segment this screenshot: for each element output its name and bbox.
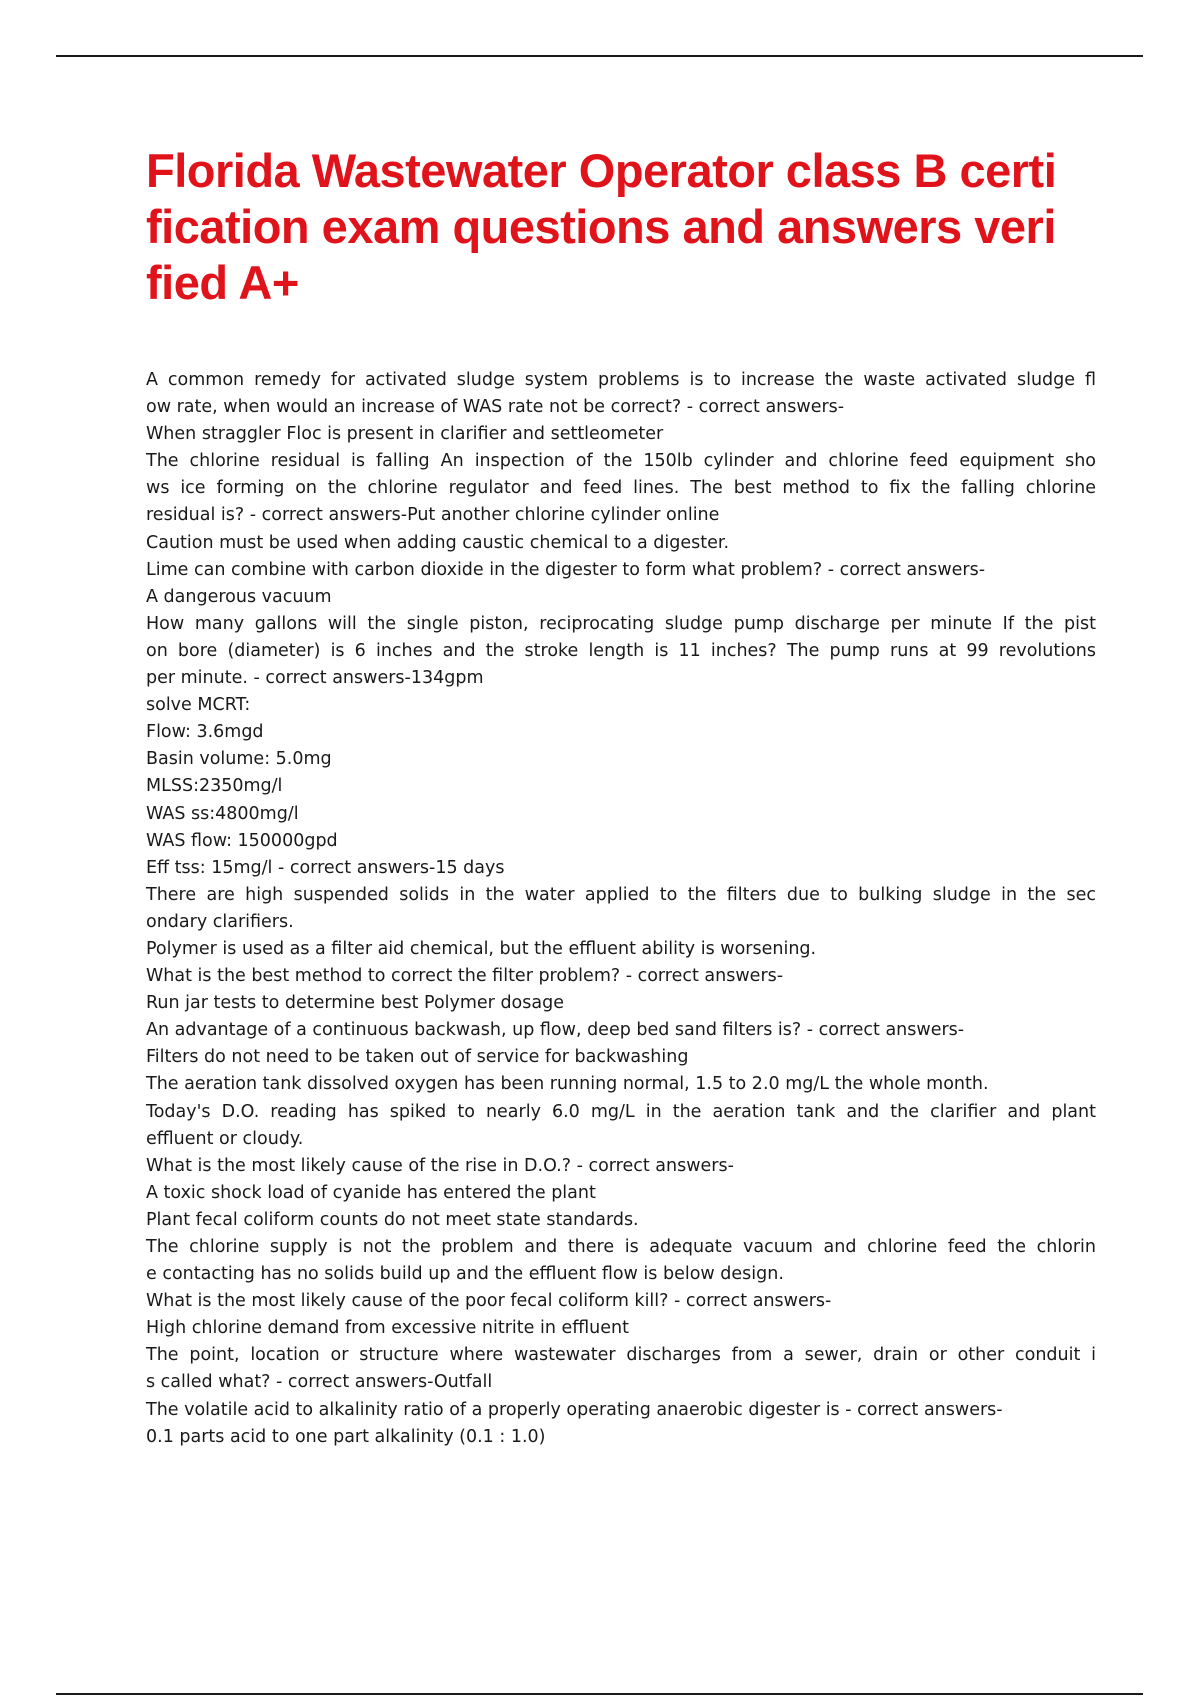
text-line: A dangerous vacuum: [146, 586, 332, 607]
text-line: Filters do not need to be taken out of service for backwashing: [146, 1047, 689, 1068]
text-line: ow rate, when would an increase of WAS rate not be correct? - correct answers-: [146, 397, 845, 418]
text-line: There are high suspended solids in the water applied to the filters due to bulking sludge in the sec: [146, 884, 1096, 905]
text-line: Lime can combine with carbon dioxide in the digester to form what problem? - correct answers-: [146, 559, 986, 580]
text-line: effluent or cloudy.: [146, 1128, 304, 1149]
text-line: ondary clarifiers.: [146, 911, 294, 932]
text-line: e contacting has no solids build up and the effluent flow is below design.: [146, 1264, 784, 1285]
text-line: The point, location or structure where wastewater discharges from a sewer, drain or other conduit i: [146, 1345, 1096, 1366]
document-title: [146, 143, 1096, 311]
text-line: The volatile acid to alkalinity ratio of a properly operating anaerobic digester is - correct answers-: [146, 1399, 1003, 1420]
title-line: Florida Wastewater Operator class B certi: [146, 144, 1057, 197]
text-line: Today's D.O. reading has spiked to nearly 6.0 mg/L in the aeration tank and the clarifier and plant: [146, 1101, 1096, 1122]
header-rule: [56, 55, 1143, 57]
text-line: A toxic shock load of cyanide has entered the plant: [146, 1182, 596, 1203]
text-line: WAS flow: 150000gpd: [146, 830, 338, 851]
text-line: Plant fecal coliform counts do not meet state standards.: [146, 1209, 639, 1230]
text-line: Caution must be used when adding caustic chemical to a digester.: [146, 532, 730, 553]
text-line: An advantage of a continuous backwash, up flow, deep bed sand filters is? - correct answers-: [146, 1020, 965, 1041]
text-line: solve MCRT:: [146, 695, 251, 716]
footer-rule: [56, 1693, 1143, 1695]
text-line: The chlorine supply is not the problem and there is adequate vacuum and chlorine feed the chlorin: [146, 1237, 1096, 1257]
document-body: [146, 367, 1096, 1451]
text-line: on bore (diameter) is 6 inches and the stroke length is 11 inches? The pump runs at 99 revolutions: [146, 640, 1096, 661]
text-line: per minute. - correct answers-134gpm: [146, 668, 484, 689]
text-line: What is the most likely cause of the poor fecal coliform kill? - correct answers-: [146, 1291, 832, 1312]
text-line: ws ice forming on the chlorine regulator and feed lines. The best method to fix the falling chlorine: [146, 478, 1096, 499]
text-line: residual is? - correct answers-Put another chlorine cylinder online: [146, 505, 720, 526]
text-line: How many gallons will the single piston, reciprocating sludge pump discharge per minute If the pist: [146, 613, 1096, 634]
text-line: WAS ss:4800mg/l: [146, 803, 299, 824]
text-line: Run jar tests to determine best Polymer dosage: [146, 993, 564, 1014]
text-line: Basin volume: 5.0mg: [146, 749, 332, 770]
title-line: fication exam questions and answers veri: [146, 200, 1056, 253]
text-line: What is the best method to correct the filter problem? - correct answers-: [146, 966, 784, 987]
title-line: fied A+: [146, 256, 299, 309]
text-line: s called what? - correct answers-Outfall: [146, 1372, 493, 1393]
text-line: What is the most likely cause of the rise in D.O.? - correct answers-: [146, 1155, 734, 1176]
text-line: When straggler Floc is present in clarifier and settleometer: [146, 424, 664, 445]
text-line: A common remedy for activated sludge system problems is to increase the waste activated sludge fl: [146, 370, 1096, 390]
text-line: The chlorine residual is falling An inspection of the 150lb cylinder and chlorine feed equipment sho: [146, 451, 1096, 472]
text-line: The aeration tank dissolved oxygen has been running normal, 1.5 to 2.0 mg/L the whole month.: [146, 1074, 989, 1095]
text-line: Flow: 3.6mgd: [146, 722, 264, 743]
text-line: MLSS:2350mg/l: [146, 776, 283, 797]
text-line: Polymer is used as a filter aid chemical, but the effluent ability is worsening.: [146, 938, 817, 959]
text-line: High chlorine demand from excessive nitrite in effluent: [146, 1318, 629, 1339]
text-line: 0.1 parts acid to one part alkalinity (0.1 : 1.0): [146, 1426, 546, 1447]
text-line: Eff tss: 15mg/l - correct answers-15 days: [146, 857, 505, 878]
